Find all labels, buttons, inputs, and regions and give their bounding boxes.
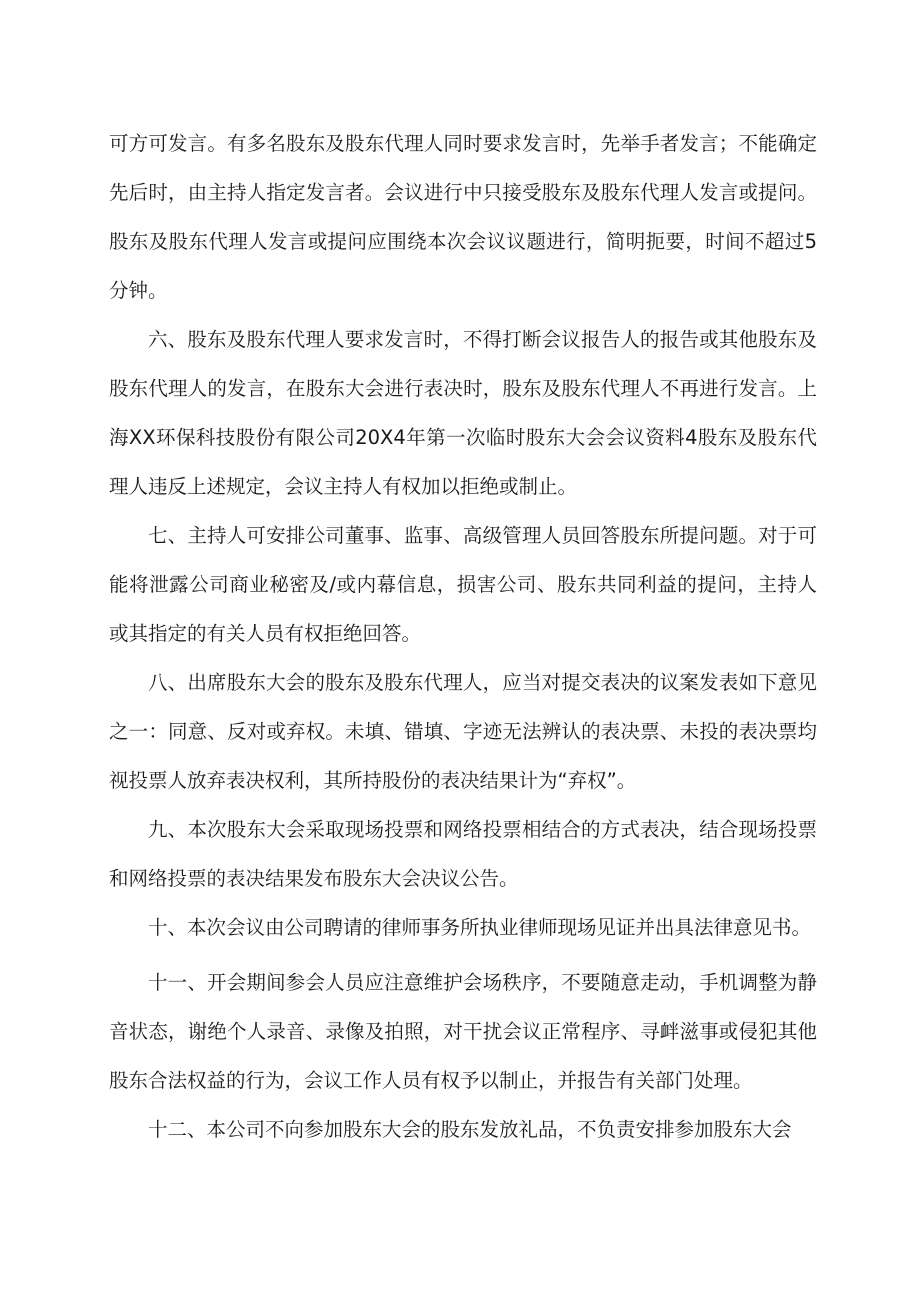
paragraph-item-9: 九、本次股东大会采取现场投票和网络投票相结合的方式表决，结合现场投票和网络投票的表决结果发布股东大会决议公告。	[109, 818, 817, 890]
paragraph-item-12: 十二、本公司不向参加股东大会的股东发放礼品，不负责安排参加股东大会	[148, 1118, 792, 1141]
document-body	[109, 119, 817, 1154]
paragraph-continuation: 可方可发言。有多名股东及股东代理人同时要求发言时，先举手者发言；不能确定先后时，由主持人指定发言者。会议进行中只接受股东及股东代理人发言或提问。股东及股东代理人发言或提问应围绕本次会议议题进行，简明扼要，时间不超过5分钟。	[109, 132, 817, 302]
paragraph-item-6: 六、股东及股东代理人要求发言时，不得打断会议报告人的报告或其他股东及股东代理人的发言，在股东大会进行表决时，股东及股东代理人不再进行发言。上海XX环保科技股份有限公司20X4年第一次临时股东大会会议资料4股东及股东代理人违反上述规定，会议主持人有权加以拒绝或制止。	[109, 328, 817, 498]
paragraph-item-8: 八、出席股东大会的股东及股东代理人，应当对提交表决的议案发表如下意见之一：同意、反对或弃权。未填、错填、字迹无法辨认的表决票、未投的表决票均视投票人放弃表决权利，其所持股份的表决结果计为“弃权”。	[109, 671, 817, 792]
paragraph-item-7: 七、主持人可安排公司董事、监事、高级管理人员回答股东所提问题。对于可能将泄露公司商业秘密及/或内幕信息，损害公司、股东共同利益的提问，主持人或其指定的有关人员有权拒绝回答。	[109, 524, 817, 645]
paragraph-item-11: 十一、开会期间参会人员应注意维护会场秩序，不要随意走动，手机调整为静音状态，谢绝个人录音、录像及拍照，对干扰会议正常程序、寻衅滋事或侵犯其他股东合法权益的行为，会议工作人员有权予以制止，并报告有关部门处理。	[109, 971, 817, 1092]
paragraph-item-10: 十、本次会议由公司聘请的律师事务所执业律师现场见证并出具法律意见书。	[148, 916, 812, 939]
